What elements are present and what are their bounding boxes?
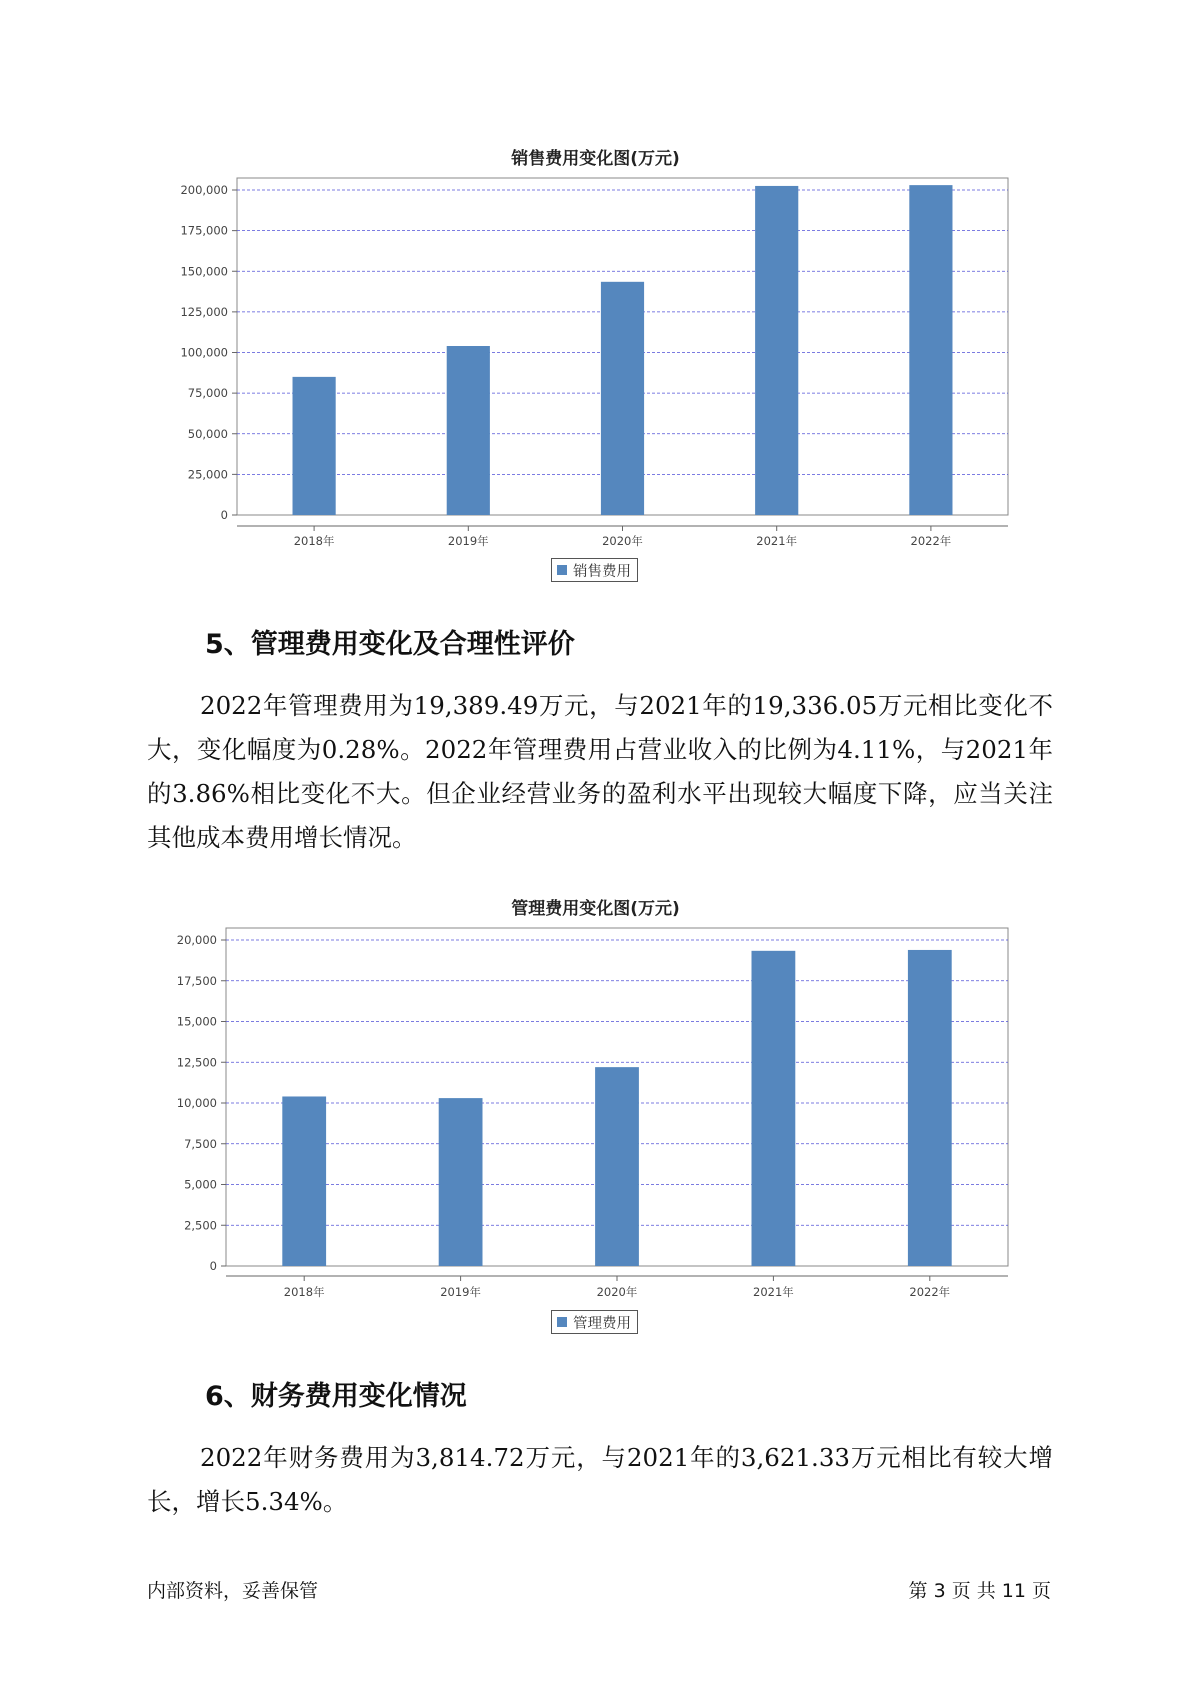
y-tick-label: 0 xyxy=(220,508,228,522)
x-tick-label: 2019年 xyxy=(440,1285,481,1299)
chart-title: 销售费用变化图(万元) xyxy=(511,149,680,169)
y-tick-label: 10,000 xyxy=(176,1096,217,1110)
y-tick-label: 0 xyxy=(209,1259,217,1273)
y-tick-label: 175,000 xyxy=(180,223,228,238)
y-tick-label: 200,000 xyxy=(180,183,228,197)
y-tick-label: 7,500 xyxy=(184,1136,217,1151)
bar-4 xyxy=(752,951,796,1266)
y-tick-label: 75,000 xyxy=(187,386,228,401)
legend-swatch xyxy=(557,1317,567,1327)
y-tick-label: 2,500 xyxy=(184,1218,217,1233)
y-tick-label: 20,000 xyxy=(176,933,217,947)
section-heading-6: 6、财务费用变化情况 xyxy=(205,1381,467,1412)
bar-1 xyxy=(282,1096,326,1266)
y-tick-label: 17,500 xyxy=(176,973,217,988)
x-tick-label: 2019年 xyxy=(447,534,489,548)
y-tick-label: 100,000 xyxy=(180,345,228,360)
y-tick-label: 25,000 xyxy=(187,467,228,482)
legend-label: 销售费用 xyxy=(573,563,631,580)
x-tick-label: 2021年 xyxy=(756,534,798,548)
x-tick-label: 2020年 xyxy=(596,1285,638,1299)
section-paragraph-6: 2022年财务费用为3,814.72万元，与2021年的3,621.33万元相比有较大增长，增长5.34%。 xyxy=(147,1443,1053,1516)
footer-page-number: 第 3 页 共 11 页 xyxy=(908,1580,1051,1602)
section-paragraph-5: 2022年管理费用为19,389.49万元，与2021年的19,336.05万元相比变化不大，变化幅度为0.28%。2022年管理费用占营业收入的比例为4.11%，与2021年的3.86%相比变化不大。但企业经营业务的盈利水平出现较大幅度下降，应当关注其他成本费用增长情况。 xyxy=(147,691,1053,852)
y-tick-label: 50,000 xyxy=(187,426,228,441)
y-tick-label: 12,500 xyxy=(176,1055,217,1070)
x-tick-label: 2022年 xyxy=(910,534,952,548)
legend-label: 管理费用 xyxy=(573,1315,631,1332)
bar-3 xyxy=(595,1067,639,1266)
x-tick-label: 2020年 xyxy=(602,534,643,548)
chart-legend xyxy=(551,1310,638,1334)
bar-5 xyxy=(908,950,952,1266)
bar-2 xyxy=(439,1098,483,1266)
x-tick-label: 2018年 xyxy=(293,534,335,548)
chart-title: 管理费用变化图(万元) xyxy=(511,899,680,919)
y-tick-label: 15,000 xyxy=(176,1014,217,1029)
x-tick-label: 2022年 xyxy=(909,1285,951,1299)
y-tick-label: 125,000 xyxy=(180,304,228,319)
x-tick-label: 2018年 xyxy=(283,1285,325,1299)
y-tick-label: 5,000 xyxy=(184,1177,217,1192)
y-tick-label: 150,000 xyxy=(180,264,228,279)
section-heading-5: 5、管理费用变化及合理性评价 xyxy=(205,629,575,660)
x-tick-label: 2021年 xyxy=(753,1285,794,1299)
footer-confidential: 内部资料，妥善保管 xyxy=(147,1580,319,1602)
